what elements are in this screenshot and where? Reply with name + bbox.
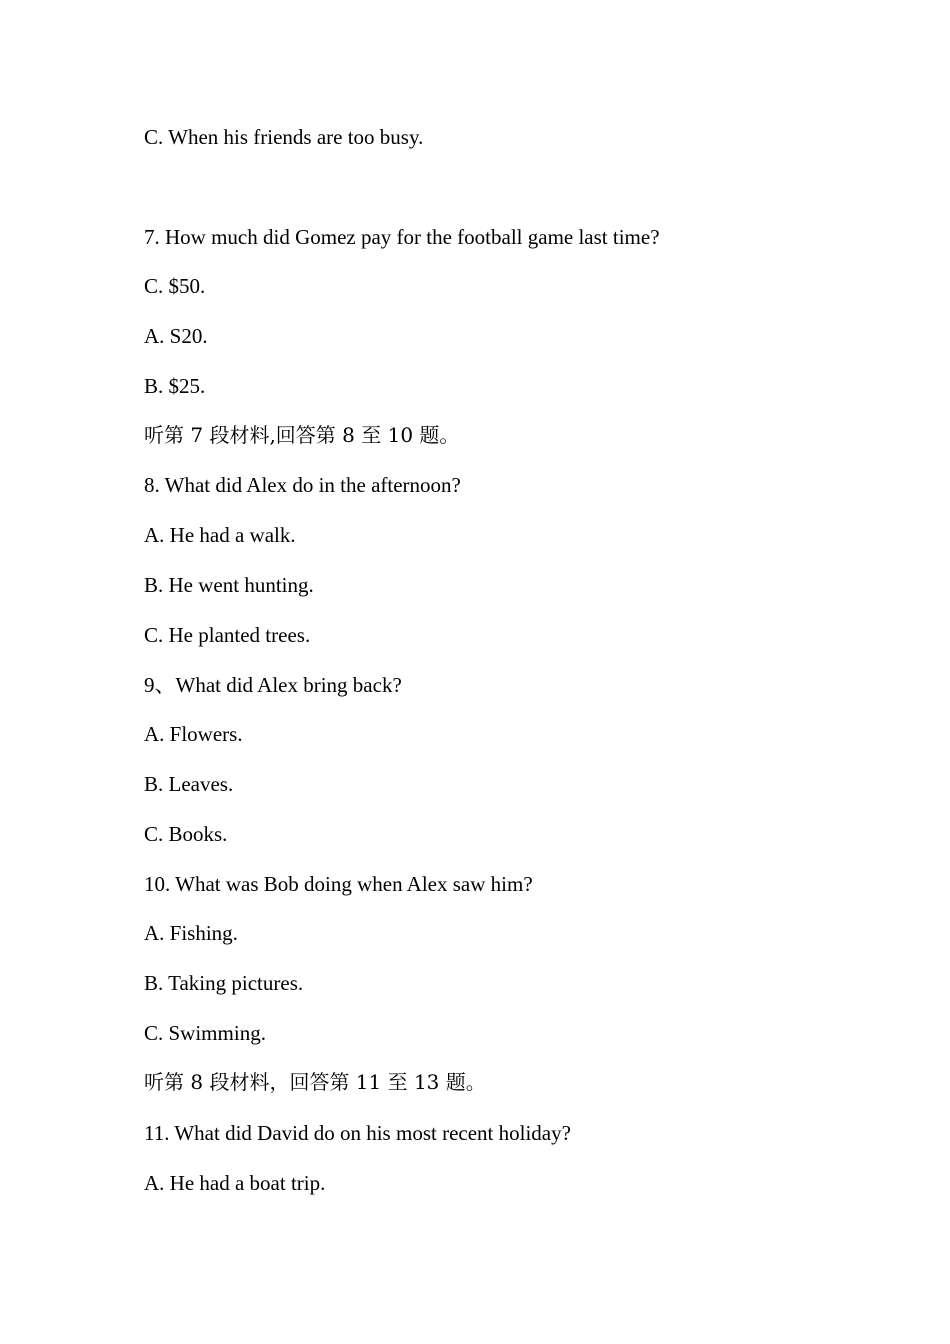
question-11-option-a: A. He had a boat trip. [144,1171,326,1195]
question-10: 10. What was Bob doing when Alex saw him? [144,872,533,896]
question-9: 9、What did Alex bring back? [144,673,402,697]
question-8-option-b: B. He went hunting. [144,573,314,597]
question-8: 8. What did Alex do in the afternoon? [144,473,461,497]
question-7-option-b: B. $25. [144,374,206,398]
section-7-instruction: 听第 7 段材料,回答第 8 至 10 题。 [144,423,460,447]
question-8-option-a: A. He had a walk. [144,523,296,547]
question-10-option-a: A. Fishing. [144,921,238,945]
question-7: 7. How much did Gomez pay for the football game last time? [144,225,660,249]
section-8-instruction: 听第 8 段材料，回答第 11 至 13 题。 [144,1070,486,1094]
question-7-option-a: A. S20. [144,324,208,348]
question-8-option-c: C. He planted trees. [144,623,311,647]
question-11: 11. What did David do on his most recent holiday? [144,1121,571,1145]
question-10-option-c: C. Swimming. [144,1021,266,1045]
question-9-option-c: C. Books. [144,822,228,846]
question-9-option-b: B. Leaves. [144,772,234,796]
question-7-option-c: C. $50. [144,274,206,298]
question-10-option-b: B. Taking pictures. [144,971,304,995]
question-9-option-a: A. Flowers. [144,722,243,746]
option-c-previous-question: C. When his friends are too busy. [144,125,424,149]
